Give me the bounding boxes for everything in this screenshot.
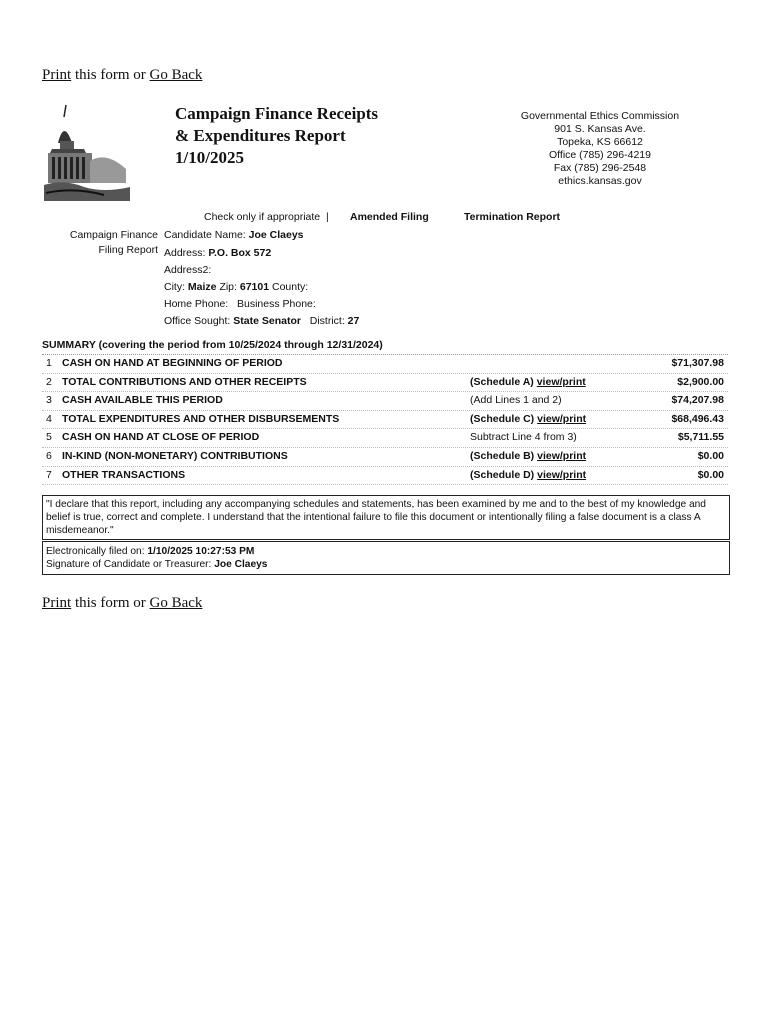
summary-row-schedule: Subtract Line 4 from 3): [470, 431, 577, 444]
filed-row: [46, 545, 726, 558]
summary-row-amount: $0.00: [697, 449, 724, 462]
summary-row-amount: $2,900.00: [677, 375, 724, 388]
city-row: [164, 281, 308, 293]
summary-row-note: [470, 374, 586, 392]
address2-row: [164, 264, 211, 276]
summary-row-label: OTHER TRANSACTIONS: [62, 468, 186, 481]
summary-row-amount: $71,307.98: [671, 357, 724, 369]
summary-row-amount: $5,711.55: [677, 431, 724, 444]
summary-row-label: TOTAL EXPENDITURES AND OTHER DISBURSEMENTS: [62, 412, 340, 425]
filing-check-row: [204, 211, 331, 223]
report-label-line1: Campaign Finance: [69, 229, 158, 241]
summary-row-schedule: (Add Lines 1 and 2): [470, 394, 562, 407]
summary-row-number: 7: [46, 468, 52, 481]
summary-row-note: [470, 392, 562, 410]
home-phone-label: Home Phone:: [164, 298, 229, 310]
report-title-line2: & Expenditures Report: [175, 126, 346, 145]
summary-row: [42, 429, 728, 448]
signature-value: Joe Claeys: [214, 559, 268, 570]
summary-row-note: [470, 467, 586, 485]
summary-row-number: 6: [46, 449, 52, 462]
summary-row-schedule: (Schedule C): [470, 412, 535, 425]
summary-row-number: 4: [46, 412, 52, 425]
termination-report-label: Termination Report: [464, 211, 561, 223]
summary-row-note: [470, 429, 577, 447]
summary-row-label: CASH AVAILABLE THIS PERIOD: [62, 394, 223, 407]
kansas-capitol-seal-icon: [44, 103, 130, 201]
candidate-name-row: [164, 229, 304, 241]
summary-row-note: [470, 448, 586, 466]
go-back-link-bottom[interactable]: Go Back: [149, 595, 203, 611]
summary-row-label: IN-KIND (NON-MONETARY) CONTRIBUTIONS: [62, 449, 288, 462]
filed-label: Electronically filed on:: [46, 546, 145, 557]
commission-address1: 901 S. Kansas Ave.: [554, 123, 646, 135]
commission-website: ethics.kansas.gov: [558, 175, 642, 187]
summary-row-number: 5: [46, 431, 52, 444]
check-instruction: Check only if appropriate: [204, 211, 321, 223]
view-print-link[interactable]: view/print: [537, 412, 587, 425]
print-link-top[interactable]: Print: [42, 67, 72, 83]
summary-row-amount: $74,207.98: [671, 394, 724, 407]
report-date: 1/10/2025: [175, 148, 244, 167]
district-label: District:: [309, 315, 345, 327]
go-back-link-top[interactable]: Go Back: [149, 67, 203, 83]
candidate-name: Joe Claeys: [248, 229, 304, 241]
summary-table: [42, 337, 728, 485]
summary-row: [42, 448, 728, 467]
address-row: [164, 247, 271, 259]
summary-row-amount: $0.00: [697, 468, 724, 481]
phone-row: [164, 298, 316, 310]
commission-fax: Fax (785) 296-2548: [553, 162, 647, 174]
view-print-link[interactable]: view/print: [536, 375, 586, 388]
report-title-block: [175, 103, 378, 169]
amended-filing-label: Amended Filing: [350, 211, 429, 223]
summary-row-schedule: (Schedule A): [470, 375, 534, 388]
signature-row: [46, 558, 726, 571]
declaration-box: "I declare that this report, including any accompanying schedules and statements, has been examined by me and to the best of my knowledge and belief is true, correct and complete. I understand that the intentional failure to file this document or intentionally filing a false document is a class A misdemeanor.": [42, 495, 730, 540]
summary-row-number: 3: [46, 394, 52, 407]
candidate-name-label: Candidate Name:: [164, 229, 246, 241]
commission-address-block: [500, 110, 700, 188]
county-label: County:: [272, 281, 309, 293]
office-value: State Senator: [233, 315, 301, 327]
summary-heading: SUMMARY (covering the period from 10/25/2024 through 12/31/2024): [42, 337, 728, 355]
print-link-bottom[interactable]: Print: [42, 595, 72, 611]
summary-row: [42, 411, 728, 430]
zip-label: Zip:: [219, 281, 237, 293]
summary-row-label: TOTAL CONTRIBUTIONS AND OTHER RECEIPTS: [62, 375, 307, 388]
signature-label: Signature of Candidate or Treasurer:: [46, 559, 212, 570]
summary-rows: [42, 355, 728, 485]
nav-text-top: this form or: [74, 67, 146, 83]
summary-row: [42, 374, 728, 393]
office-label: Office Sought:: [164, 315, 231, 327]
signature-box: [42, 541, 730, 575]
summary-row: [42, 467, 728, 486]
top-nav: [42, 67, 202, 84]
commission-address2: Topeka, KS 66612: [557, 136, 643, 148]
summary-row-amount: $68,496.43: [671, 412, 724, 425]
view-print-link[interactable]: view/print: [537, 449, 587, 462]
checkbox-marker: |: [323, 211, 329, 223]
summary-row-label: CASH ON HAND AT CLOSE OF PERIOD: [62, 431, 260, 444]
nav-text-bottom: this form or: [74, 595, 146, 611]
summary-row-number: 2: [46, 375, 52, 388]
commission-office-phone: Office (785) 296-4219: [549, 149, 651, 161]
summary-row-schedule: (Schedule B): [470, 449, 535, 462]
bottom-nav: [42, 595, 202, 612]
address-value: P.O. Box 572: [208, 247, 272, 259]
summary-row-note: [470, 411, 586, 429]
office-row: [164, 315, 359, 327]
filed-value: 1/10/2025 10:27:53 PM: [147, 546, 255, 557]
address2-label: Address2:: [164, 264, 212, 276]
summary-row-schedule: (Schedule D): [470, 468, 535, 481]
business-phone-label: Business Phone:: [236, 298, 316, 310]
district-value: 27: [347, 315, 360, 327]
commission-name: Governmental Ethics Commission: [520, 110, 680, 122]
address-label: Address:: [164, 247, 206, 259]
report-title-line1: Campaign Finance Receipts: [175, 104, 379, 123]
zip-value: 67101: [239, 281, 270, 293]
view-print-link[interactable]: view/print: [537, 468, 587, 481]
summary-row-label: CASH ON HAND AT BEGINNING OF PERIOD: [62, 357, 283, 369]
city-label: City:: [164, 281, 185, 293]
summary-row: [42, 392, 728, 411]
summary-row-number: 1: [46, 357, 52, 369]
city-value: Maize: [187, 281, 217, 293]
report-label-line2: Filing Report: [98, 244, 158, 256]
summary-row: [42, 355, 728, 374]
